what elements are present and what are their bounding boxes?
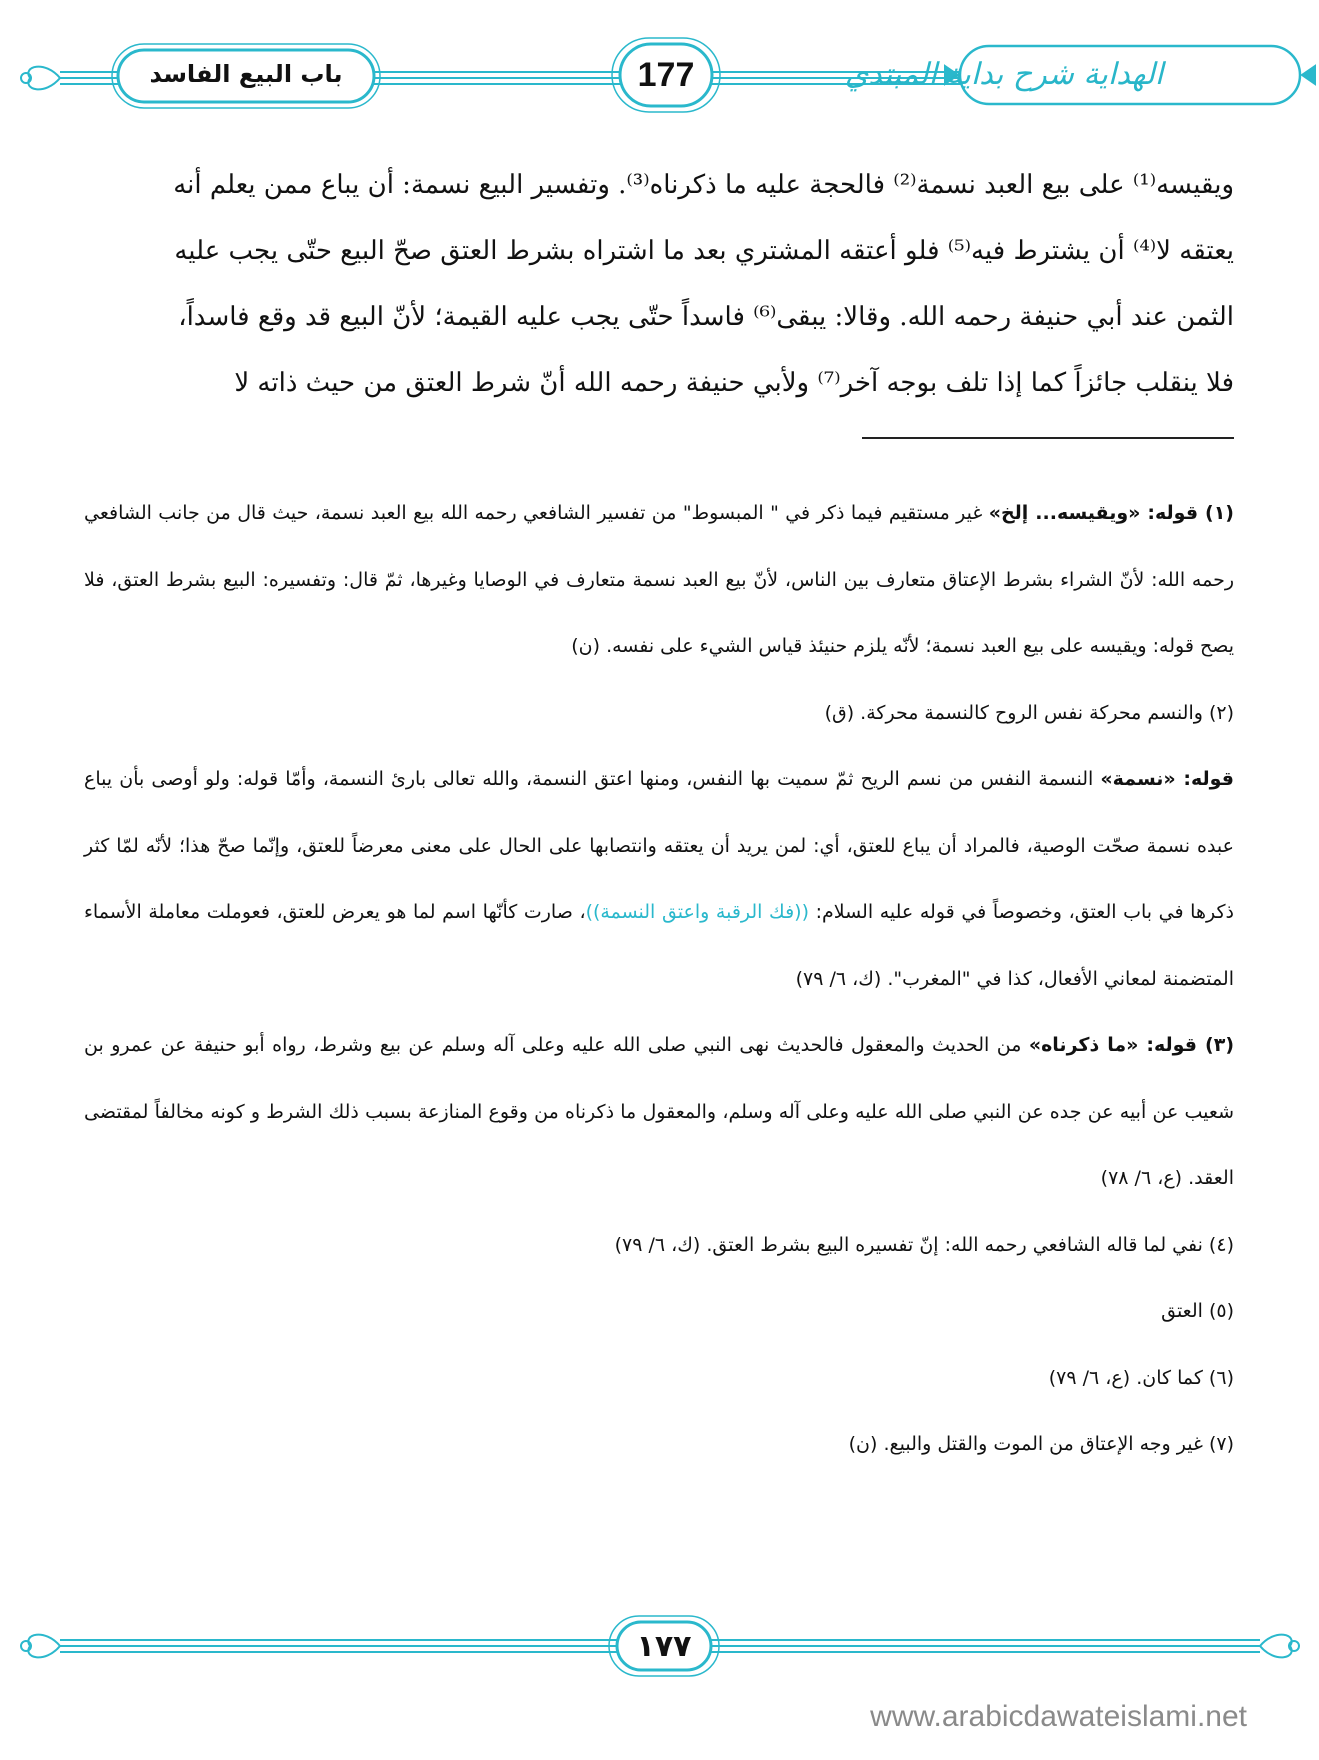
main-text-line: فلا ينقلب جائزاً كما إذا تلف بوجه آخر⁽⁷⁾ ولأبي حنيفة رحمه الله أنّ شرط العتق من حيث ذاته لا xyxy=(234,368,1234,398)
footnote-text: ، صارت كأنّها اسم لما هو يعرض للعتق، فعوملت معاملة الأسماء المتضمنة لمعاني الأفعال، كذا في "المغرب". (ك، ٦/ ٧٩) xyxy=(84,901,1234,990)
footnote-2: (٢) والنسم محركة نفس الروح كالنسمة محركة. (ق) xyxy=(824,701,1234,724)
footnote-1 xyxy=(84,480,1234,680)
header-page-number: 177 xyxy=(637,55,695,94)
footnote-4: (٤) نفي لما قاله الشافعي رحمه الله: إنّ تفسيره البيع بشرط العتق. (ك، ٦/ ٧٩) xyxy=(614,1233,1234,1256)
footnote-5: (٥) العتق xyxy=(1161,1300,1234,1322)
chapter-title: باب البيع الفاسد xyxy=(149,60,343,88)
footnotes xyxy=(84,480,1234,1478)
footnote-text: غير مستقيم فيما ذكر في " المبسوط" من تفسير الشافعي رحمه الله بيع العبد نسمة، حيث قال من جانب الشافعي رحمه الله: لأنّ الشراء بشرط الإعتاق متعارف بين الناس، لأنّ بيع العبد نسمة متعارف في الوصايا وغيرها، ثمّ قال: وتفسيره: البيع بشرط العتق، فلا يصح قوله: ويقيسه على بيع العبد نسمة؛ لأنّه يلزم حنيئذ قياس الشيء على نفسه. (ن) xyxy=(84,502,1234,657)
website-watermark: www.arabicdawateislami.net xyxy=(870,1700,1247,1733)
footnote-label: قوله: «نسمة» xyxy=(1100,768,1234,790)
footnote-3 xyxy=(84,1012,1234,1212)
main-text xyxy=(84,152,1234,416)
hadith-quote: ((فك الرقبة واعتق النسمة)) xyxy=(585,901,809,923)
footnote-text: النسمة النفس من نسم الريح ثمّ سميت بها النفس، ومنها اعتق النسمة، والله تعالى بارئ النسمة، وأمّا قوله: ولو أوصى بأن يباع عبده نسمة صحّت الوصية، فالمراد أن يباع للعتق، أي: لمن يريد أن يعتقه وانتصابها على الحال على معنى معرضاً للعتق، وإنّما صحّ هذا؛ لأنّه لمّا كثر ذكرها في باب العتق، وخصوصاً في قوله عليه السلام: xyxy=(84,768,1234,923)
footnote-2-continued xyxy=(84,746,1234,1012)
footnote-text: من الحديث والمعقول فالحديث نهى النبي صلى الله عليه وعلى آله وسلم عن بيع وشرط، رواه أبو حنيفة عن عمرو بن شعيب عن أبيه عن جده عن النبي صلى الله عليه وعلى آله وسلم، والمعقول ما ذكرناه من وقوع المنازعة بسبب ذلك الشرط و كونه مخالفاً لمقتضى العقد. (ع، ٦/ ٧٨) xyxy=(84,1034,1234,1189)
footnote-label: (٣) قوله: «ما ذكرناه» xyxy=(1028,1034,1234,1056)
footnote-separator xyxy=(862,437,1234,439)
main-text-line: ويقيسه⁽¹⁾ على بيع العبد نسمة⁽²⁾ فالحجة عليه ما ذكرناه⁽³⁾. وتفسير البيع نسمة: أن يباع ممن يعلم أنه xyxy=(173,170,1234,200)
book-title: الهداية شرح بداية المبتدي xyxy=(844,56,1164,92)
footnote-6: (٦) كما كان. (ع، ٦/ ٧٩) xyxy=(1048,1366,1234,1389)
footer-page-number: ١٧٧ xyxy=(636,1628,692,1664)
page-header xyxy=(0,28,1319,128)
footnote-label: (١) قوله: «ويقيسه... إلخ» xyxy=(988,502,1234,524)
footnote-7: (٧) غير وجه الإعتاق من الموت والقتل والبيع. (ن) xyxy=(848,1433,1234,1455)
main-text-line: الثمن عند أبي حنيفة رحمه الله. وقالا: يبقى⁽⁶⁾ فاسداً حتّى يجب عليه القيمة؛ لأنّ البيع قد وقع فاسداً، xyxy=(178,302,1234,332)
page-footer xyxy=(0,1612,1319,1682)
main-text-line: يعتقه لا⁽⁴⁾ أن يشترط فيه⁽⁵⁾ فلو أعتقه المشتري بعد ما اشتراه بشرط العتق صحّ البيع حتّى يجب عليه xyxy=(174,236,1234,266)
